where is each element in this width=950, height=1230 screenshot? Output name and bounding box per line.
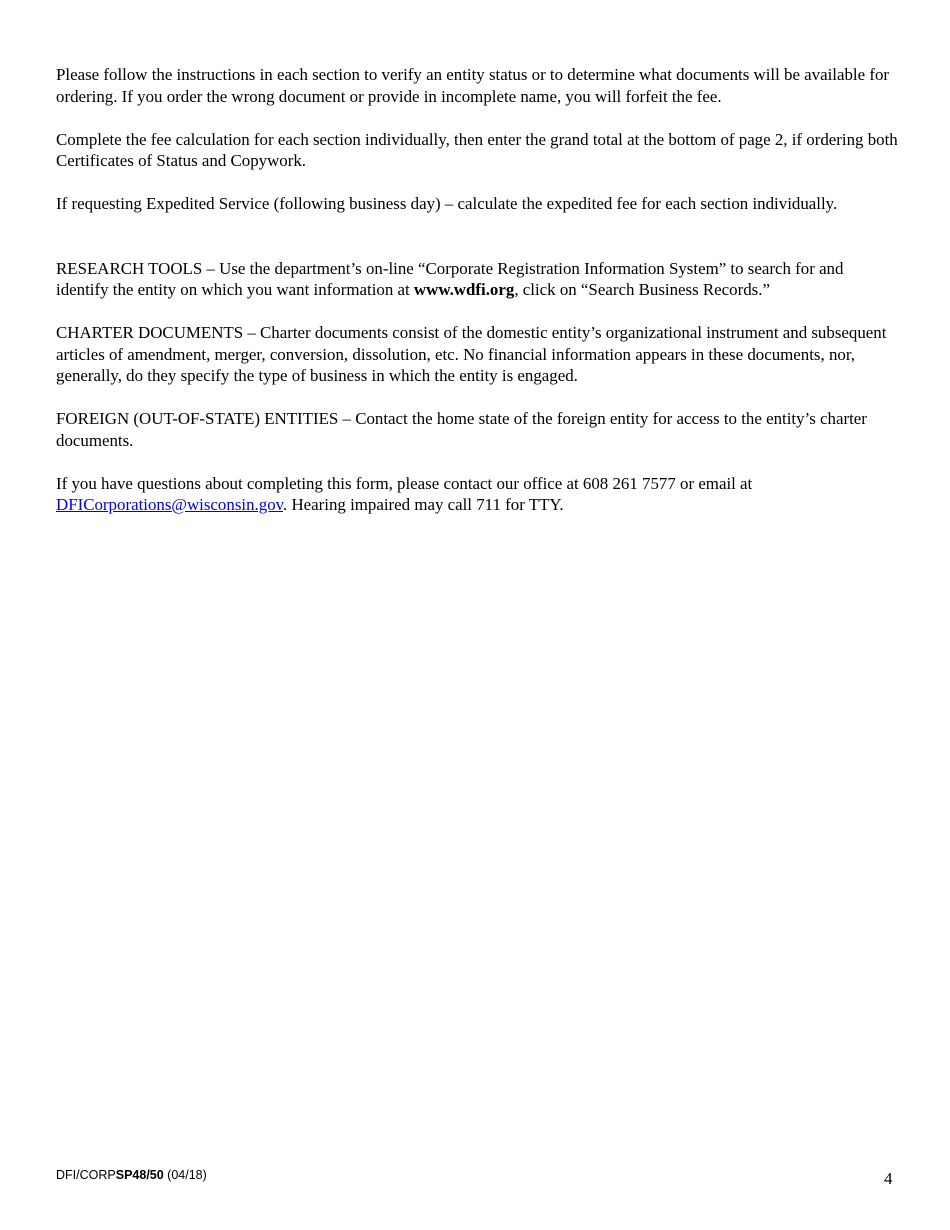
fee-calculation-paragraph: Complete the fee calculation for each section individually, then enter the grand total at the bottom of page 2, if ordering both Certificates of Status and Copywork.: [56, 129, 898, 170]
form-prefix: DFI/CORP: [56, 1168, 116, 1182]
instructions-paragraph: Please follow the instructions in each section to verify an entity status or to determine what documents will be available for ordering. If you order the wrong document or provide in incomplete name, you will forfeit the fee.: [56, 65, 890, 106]
charter-documents-paragraph: CHARTER DOCUMENTS – Charter documents consist of the domestic entity’s organizational instrument and subsequent articles of amendment, merger, conversion, dissolution, etc. No financial information appears in these documents, nor, generally, do they specify the type of business in which the entity is engaged.: [56, 323, 887, 385]
contact-text: If you have questions about completing this form, please contact our office at 608 261 7577 or email at: [56, 473, 753, 493]
expedited-service-paragraph: If requesting Expedited Service (following business day) – calculate the expedited fee for each section individually.: [56, 194, 838, 213]
contact-paragraph: [56, 473, 898, 516]
research-tools-paragraph: [56, 258, 898, 301]
page-number: 4: [884, 1169, 893, 1188]
foreign-entities-paragraph: FOREIGN (OUT-OF-STATE) ENTITIES – Contact the home state of the foreign entity for access to the entity’s charter documents.: [56, 409, 867, 450]
research-tools-text-end: , click on “Search Business Records.”: [514, 280, 770, 299]
website-address: www.wdfi.org: [413, 280, 515, 299]
contact-text-end: . Hearing impaired may call 711 for TTY.: [283, 495, 564, 514]
research-tools-text: RESEARCH TOOLS – Use the department’s on-line “Corporate Registration Information System” to search for and identify the entity on which you want information at: [56, 258, 844, 299]
form-code: SP48/50: [115, 1168, 164, 1182]
document-body: [56, 64, 898, 537]
form-code-footer: [56, 1168, 207, 1182]
email-link[interactable]: DFICorporations@wisconsin.gov: [56, 495, 283, 514]
form-date: (04/18): [163, 1168, 207, 1182]
